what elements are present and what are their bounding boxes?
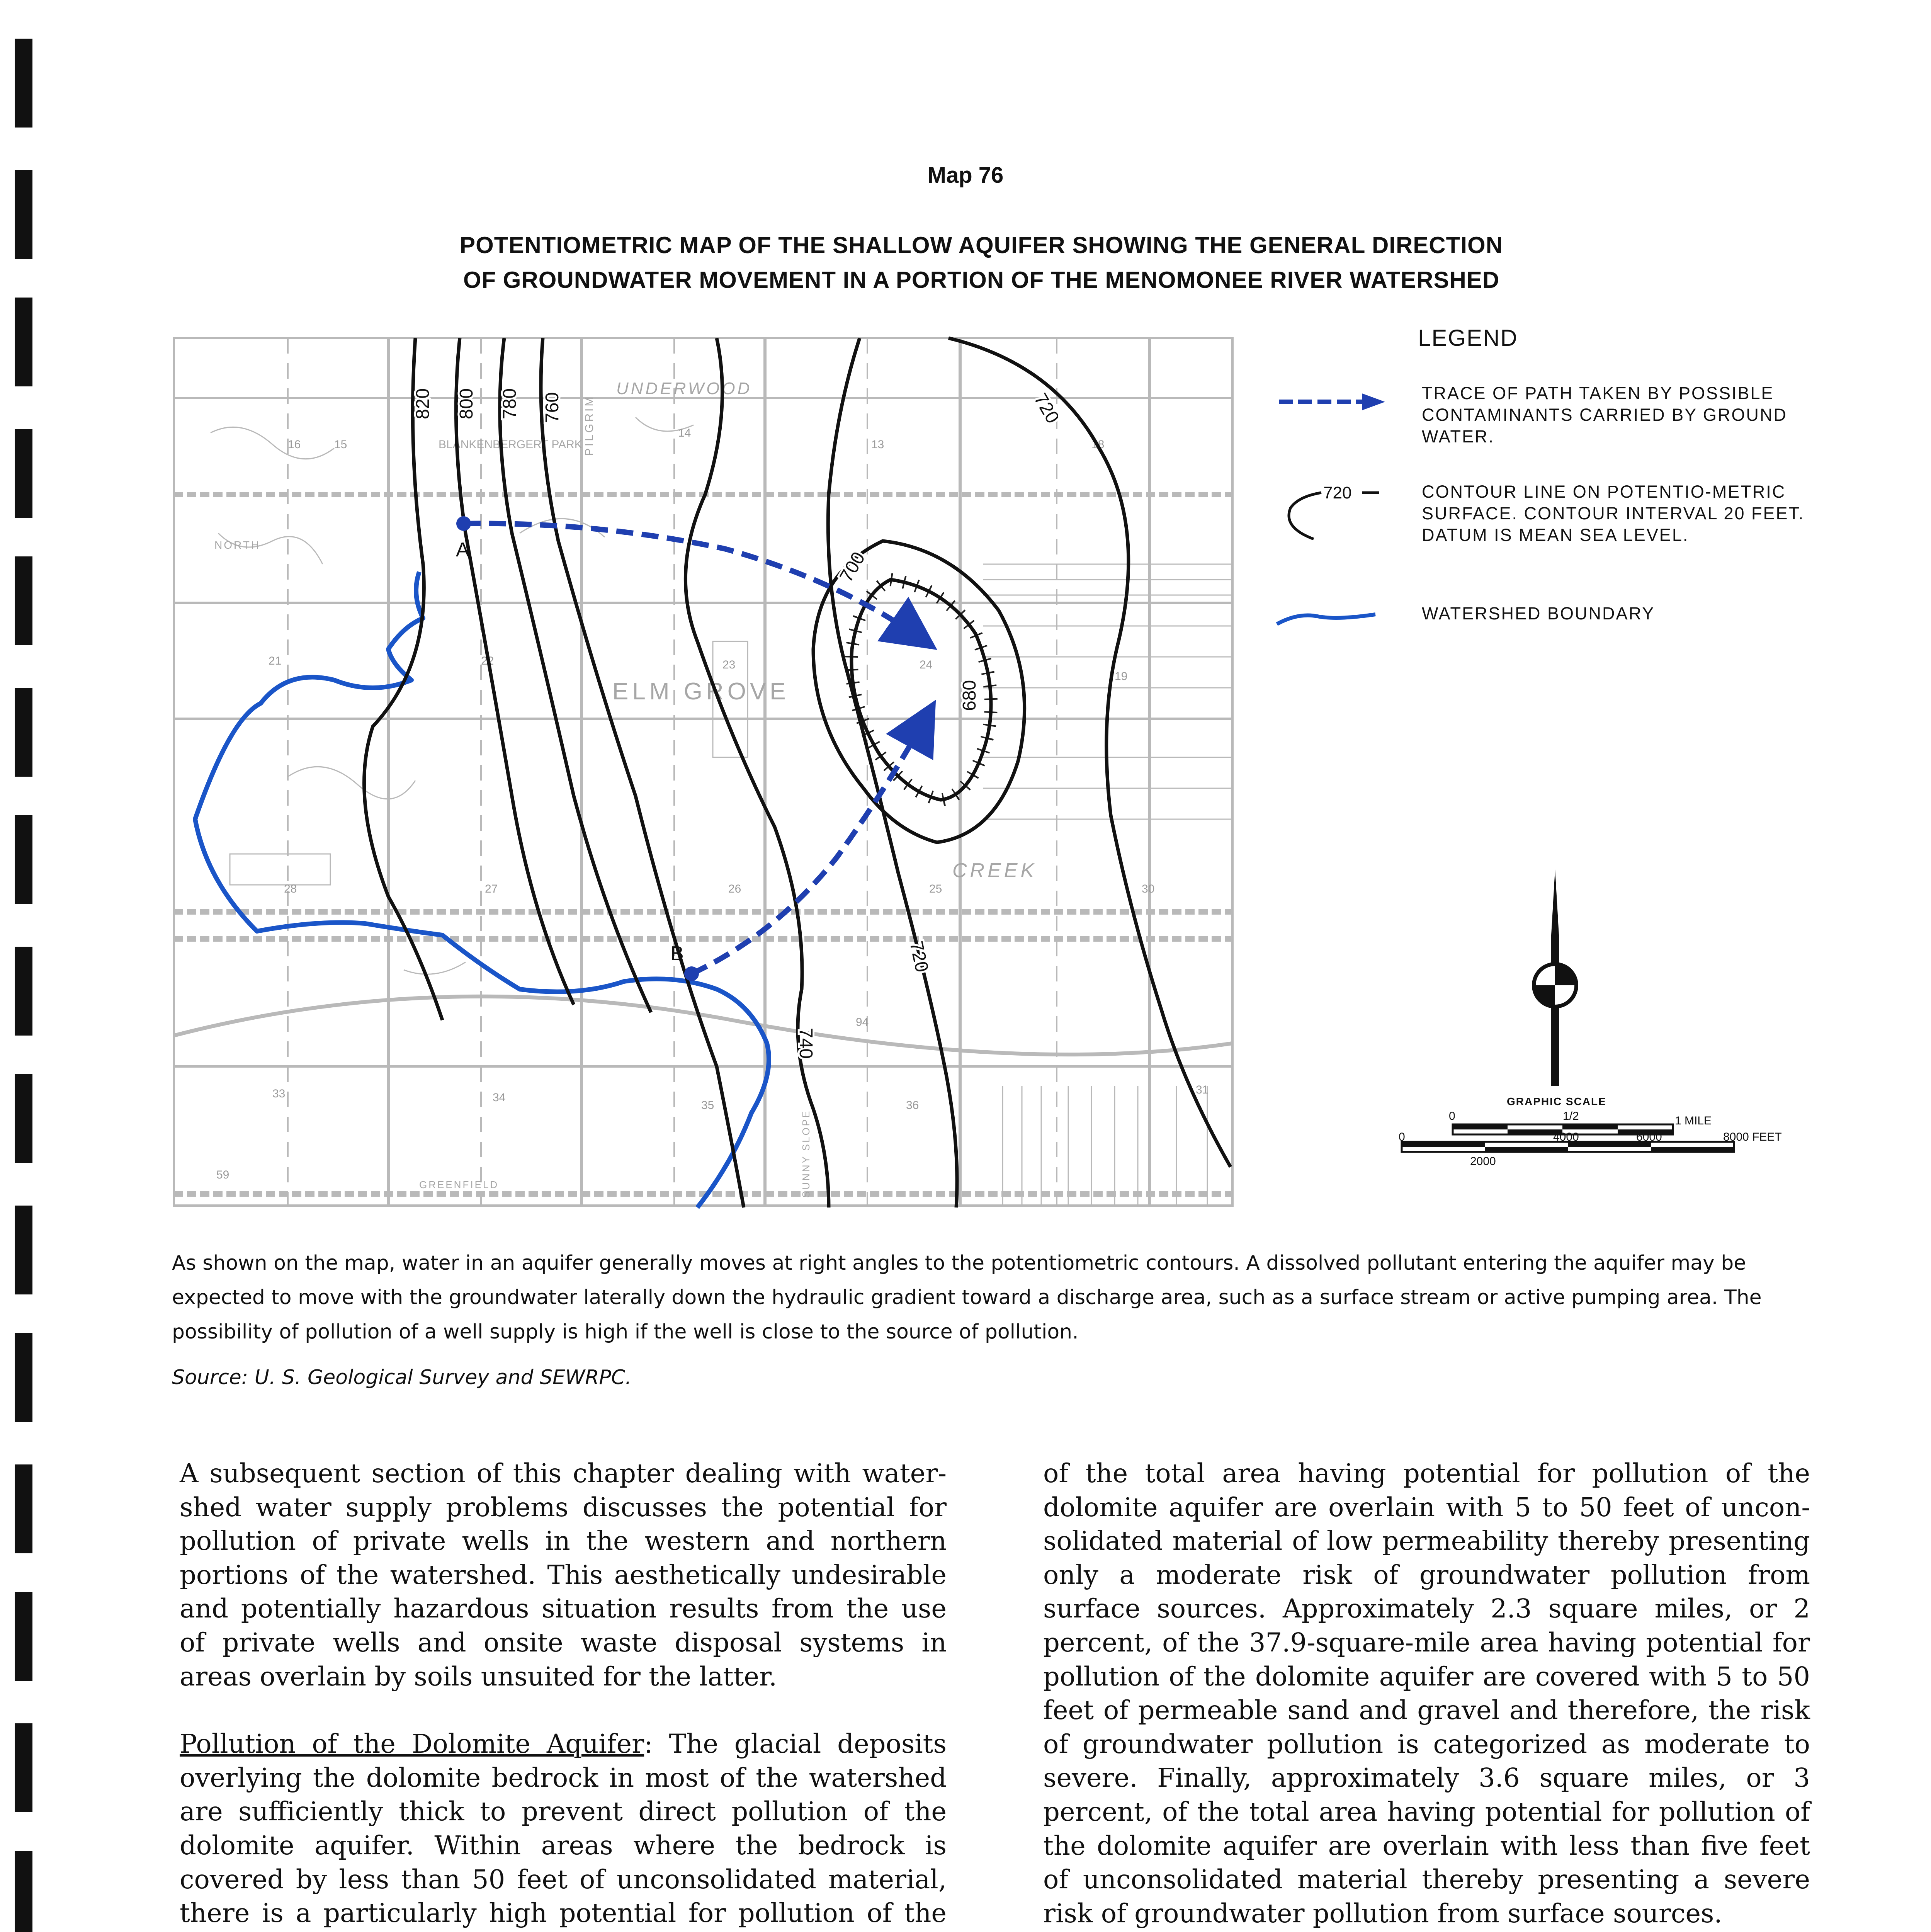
section-number: 13: [871, 438, 884, 451]
title-line: POTENTIOMETRIC MAP OF THE SHALLOW AQUIFER SHOWING THE GENERAL DIRECTION: [460, 232, 1503, 258]
place-name: SUNNY SLOPE: [800, 1109, 812, 1198]
potentiometric-map: [172, 332, 1269, 1209]
body-column-left: [180, 1457, 947, 1932]
place-name: PILGRIM: [583, 395, 596, 456]
section-number: 94: [856, 1016, 869, 1029]
point-label: A: [456, 539, 469, 561]
binding-hole: [15, 39, 32, 128]
binding-hole: [15, 947, 32, 1036]
boundary-line-icon: [1275, 607, 1391, 630]
body-paragraph: A subsequent section of this chapter dealing with water-shed water supply problems discusses the potential for pollution of private wells in the western and northern portions of the watershed. This aesthetically undesirable and potentially hazardous situation results from the use of private wells and onsite waste disposal systems in areas overlain by soils unsuited for the latter.: [180, 1458, 947, 1692]
place-name: CREEK: [952, 859, 1037, 882]
scale-feet-label: 2000: [1470, 1155, 1496, 1168]
contour-label: 740: [796, 1028, 816, 1059]
scale-mile-label: 1/2: [1563, 1110, 1579, 1122]
section-number: 28: [284, 883, 297, 895]
section-number: 24: [920, 658, 933, 671]
section-number: 22: [481, 655, 494, 667]
map-number: Map 76: [927, 163, 1004, 188]
contour-label: 720: [1030, 390, 1063, 427]
section-number: 16: [288, 438, 301, 451]
section-number: 34: [493, 1091, 506, 1104]
section-number: 19: [1115, 670, 1128, 683]
binding-hole: [15, 1206, 32, 1294]
binding-hole: [15, 298, 32, 386]
body-paragraph: of the total area having potential for pollution of the dolomite aquifer are overlain with 5 to 50 feet of uncon-solidated material of low permeability thereby presenting only a moderate risk of groundwater pollution from surface sources. Approximately 2.3 square miles, or 2 percent, of the 37.9-square-mile area having potential for pollution of the dolomite aquifer are covered with 5 to 50 feet of permeable sand and gravel and therefore, the risk of groundwater pollution is categorized as moderate to severe. Finally, approximately 3.6 square miles, or 3 percent, of the total area having potential for pollution of the dolomite aquifer are overlain with less than five feet of unconsolidated material thereby presenting a severe risk of groundwater pollution from surface sources.: [1043, 1458, 1810, 1929]
dashed-arrow-icon: [1275, 390, 1391, 413]
legend-text: TRACE OF PATH TAKEN BY POSSIBLE CONTAMINANTS CARRIED BY GROUND WATER.: [1422, 383, 1787, 446]
contour-line-icon: [1275, 481, 1402, 551]
title-line: OF GROUNDWATER MOVEMENT IN A PORTION OF THE MENOMONEE RIVER WATERSHED: [463, 267, 1500, 293]
scale-title: GRAPHIC SCALE: [1507, 1095, 1606, 1107]
section-number: 21: [269, 655, 282, 667]
binding-hole: [15, 1074, 32, 1163]
section-number: 15: [334, 438, 347, 451]
depression-contours: [813, 541, 1025, 842]
page-title: [348, 228, 1615, 298]
section-number: 27: [485, 883, 498, 895]
point-a-marker: [456, 516, 471, 531]
section-number: 26: [728, 883, 741, 895]
place-name: ELM GROVE: [612, 678, 790, 705]
contour-label: 800: [456, 388, 477, 419]
legend-title: LEGEND: [1418, 325, 1518, 351]
map-caption: As shown on the map, water in an aquifer generally moves at right angles to the potentiometric contours. A dissolved pollutant entering the aquifer may be expected to move with the groundwater laterally down the hydraulic gradient toward a discharge area, such as a surface stream or active pumping area. The possibility of pollution of a well supply is high if the well is close to the source of pollution.: [172, 1252, 1762, 1344]
scale-feet-label: 0: [1399, 1131, 1405, 1143]
map-source: Source: U. S. Geological Survey and SEWRPC.: [172, 1366, 632, 1389]
section-number: 23: [722, 658, 736, 671]
section-heading: Pollution of the Dolomite Aquifer: [180, 1729, 644, 1759]
scale-mile-label: 1 MILE: [1675, 1114, 1712, 1127]
section-number: 36: [906, 1099, 919, 1112]
place-name: NORTH: [214, 539, 261, 551]
body-column-right: [1043, 1457, 1810, 1932]
section-number: 33: [272, 1087, 286, 1100]
section-number: 25: [929, 883, 942, 895]
binding-hole: [15, 429, 32, 518]
base-map-roads: [174, 338, 1232, 1206]
binding-holes: [15, 0, 42, 1932]
section-number: 18: [1091, 438, 1105, 451]
binding-hole: [15, 1333, 32, 1422]
section-number: 59: [216, 1168, 229, 1181]
contour-labels: [413, 388, 1063, 1059]
body-paragraph: [180, 1727, 947, 1932]
graphic-scale: [1399, 1109, 1824, 1186]
scale-feet-label: 4000: [1553, 1131, 1579, 1143]
section-number: 14: [678, 427, 691, 439]
section-number: 31: [1196, 1083, 1209, 1096]
contour-label: 820: [413, 388, 433, 419]
paragraph-text: : The glacial deposits overlying the dolomite bedrock in most of the watershed are sufficiently thick to prevent direct pollution of the dolomite aquifer. Within areas where the bedrock is covered by less than 50 feet of unconsolidated material, there is a particularly high potential for pollution of the: [180, 1729, 947, 1929]
contour-label: 720: [906, 939, 932, 974]
contour-label: 760: [542, 392, 563, 423]
place-name: GREENFIELD: [419, 1179, 499, 1190]
section-number: 30: [1142, 883, 1155, 895]
point-b-marker: [684, 966, 699, 981]
binding-hole: [15, 688, 32, 777]
scale-mile-label: 0: [1449, 1110, 1455, 1122]
scale-feet-label: 6000: [1636, 1131, 1662, 1143]
place-name: BLANKENBERGERT PARK: [439, 438, 582, 451]
contaminant-paths: [464, 524, 925, 974]
binding-hole: [15, 1723, 32, 1812]
place-name: UNDERWOOD: [616, 379, 752, 398]
point-label: B: [670, 942, 684, 965]
contour-label: 780: [500, 388, 520, 419]
binding-hole: [15, 1851, 32, 1932]
binding-hole: [15, 815, 32, 904]
contour-sample-label: 720: [1323, 483, 1352, 502]
north-arrow-icon: [1530, 869, 1580, 1086]
contour-lines: [364, 338, 1231, 1208]
binding-hole: [15, 1464, 32, 1553]
legend-text: CONTOUR LINE ON POTENTIO-METRIC SURFACE. CONTOUR INTERVAL 20 FEET. DATUM IS MEAN SEA LEVEL.: [1422, 482, 1805, 545]
binding-hole: [15, 556, 32, 645]
contour-label: 700: [836, 548, 869, 586]
legend-text: WATERSHED BOUNDARY: [1422, 604, 1655, 623]
contour-label: 680: [959, 680, 980, 711]
scale-feet-label: 8000 FEET: [1723, 1131, 1782, 1143]
section-number: 35: [701, 1099, 714, 1112]
legend: [1275, 325, 1831, 1213]
binding-hole: [15, 1592, 32, 1681]
